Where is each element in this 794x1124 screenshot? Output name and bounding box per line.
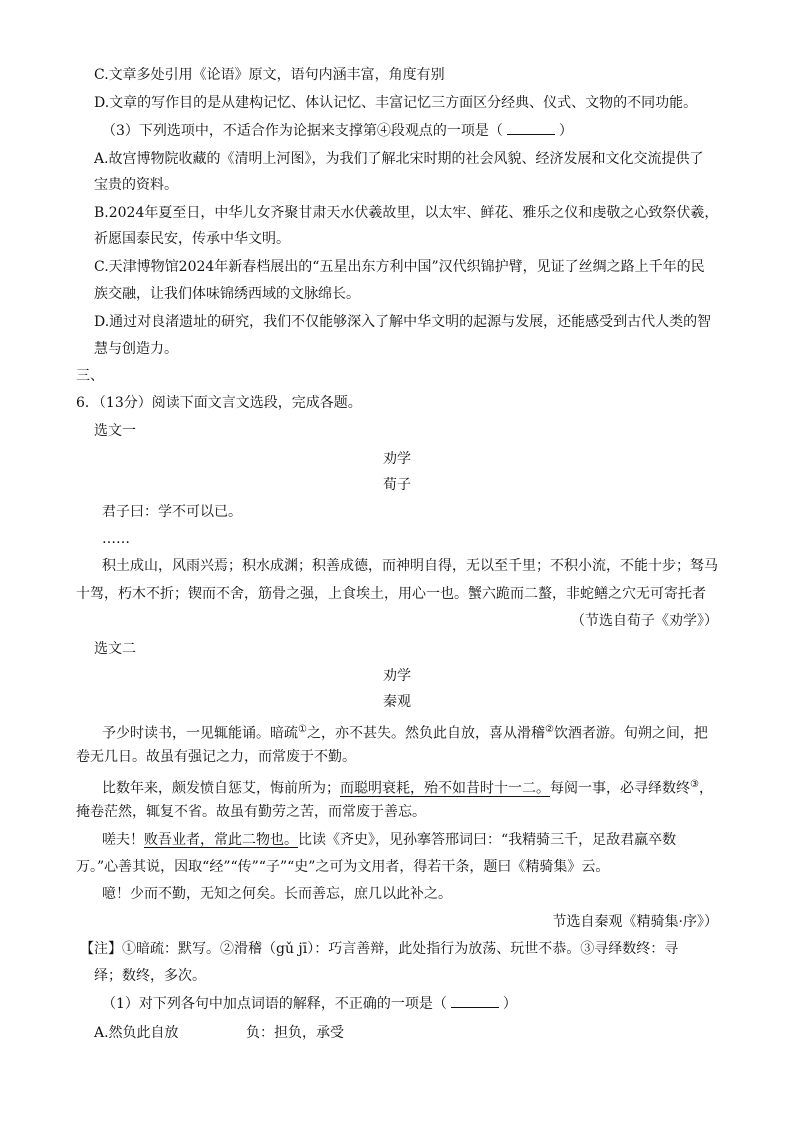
underlined-sentence: 而聪明衰耗，殆不如昔时十一二。 bbox=[340, 780, 550, 797]
question-3-suffix: ） bbox=[558, 123, 573, 139]
text-run: 比读《齐史》，见孙搴答邢词曰：“我精骑三千，足敌君羸卒数 bbox=[298, 832, 677, 848]
passage-2-label: 选文二 bbox=[94, 641, 136, 657]
passage-2-para-3-line2: 万。”心善其说，因取“经”“传”“子”“史”之可为文用者，得若干条，题曰《精骑集》云。 bbox=[76, 859, 610, 875]
notes-line2: 绎；数终，多次。 bbox=[94, 968, 206, 984]
text-run: 每阅一事，必寻绎数终 bbox=[550, 780, 690, 797]
text-run: 饮酒者游。旬朔之间，把 bbox=[553, 725, 708, 742]
q3-option-b-line1: B.2024年夏至日，中华儿女齐聚甘肃天水伏羲故里，以太牢、鲜花、雅乐之仪和虔敬之心致祭伏羲， bbox=[94, 205, 719, 221]
q3-option-d-line1: D.通过对良渚遗址的研究，我们不仅能够深入了解中华文明的起源与发展，还能感受到古代人类的智 bbox=[94, 314, 712, 330]
notes-line1: 【注】①暗疏：默写。②滑稽（gǔ jī）：巧言善辩，此处指行为放荡、玩世不恭。③寻绎数终：寻 bbox=[80, 941, 679, 957]
passage-2-source: 节选自秦观《精骑集·序》） bbox=[552, 914, 718, 930]
answer-blank bbox=[451, 995, 499, 1008]
passage-1-para-2-line1: 积土成山，风雨兴焉；积水成渊；积善成德，而神明自得，无以至千里；不积小流，不能十步；驽马 bbox=[102, 558, 718, 574]
answer-blank bbox=[507, 122, 555, 135]
section-3-label: 三、 bbox=[76, 368, 104, 384]
text-run: ， bbox=[698, 780, 713, 797]
passage-2-para-1-line1 bbox=[102, 721, 708, 743]
text-run: 比数年来，颇发愤自惩艾，悔前所为； bbox=[102, 780, 340, 797]
q3-option-c-line1: C.天津博物馆2024年新春档展出的“五星出东方利中国”汉代织锦护臂，见证了丝绸之路上千年的民 bbox=[94, 259, 705, 275]
text-run: 之，亦不甚失。然负此自放，喜从滑稽 bbox=[306, 725, 545, 742]
passage-1-label: 选文一 bbox=[94, 423, 136, 439]
passage-2-para-2-line2: 掩卷茫然，辄复不省。故虽有勤劳之苦，而常废于善忘。 bbox=[76, 804, 426, 820]
q1-option-a-text: A.然负此自放 bbox=[94, 1025, 179, 1041]
q3-option-a-line2: 宝贵的资料。 bbox=[94, 177, 178, 193]
question-1-suffix: ） bbox=[502, 996, 517, 1012]
option-c-line: C.文章多处引用《论语》原文，语句内涵丰富，角度有别 bbox=[94, 67, 445, 83]
passage-1-author: 荀子 bbox=[383, 477, 411, 493]
question-1 bbox=[102, 995, 517, 1013]
q1-option-a-gloss: 负：担负，承受 bbox=[246, 1025, 344, 1041]
q3-option-c-line2: 族交融，让我们体味锦绣西域的文脉绵长。 bbox=[94, 286, 360, 302]
passage-2-para-4: 噫！少而不勤，无知之何矣。长而善忘，庶几以此补之。 bbox=[102, 886, 452, 902]
q3-option-a-line1: A.故宫博物院收藏的《清明上河图》，为我们了解北宋时期的社会风貌、经济发展和文化交流提供了 bbox=[94, 151, 704, 167]
question-3 bbox=[102, 122, 573, 140]
passage-1-title: 劝学 bbox=[383, 451, 411, 467]
passage-1-source: （节选自荀子《劝学》） bbox=[571, 613, 718, 629]
underlined-sentence: 败吾业者，常此二物也。 bbox=[144, 832, 298, 848]
passage-1-para-1: 君子曰：学不可以已。 bbox=[102, 504, 242, 520]
passage-2-para-3-line1 bbox=[102, 831, 676, 849]
q3-option-d-line2: 慧与创造力。 bbox=[94, 341, 178, 357]
option-d-line: D.文章的写作目的是从建构记忆、体认记忆、丰富记忆三方面区分经典、仪式、文物的不同功能。 bbox=[94, 95, 698, 111]
passage-1-ellipsis: …… bbox=[102, 531, 130, 547]
passage-2-para-2-line1 bbox=[102, 776, 713, 798]
passage-2-title: 劝学 bbox=[383, 668, 411, 684]
question-3-prefix: （3）下列选项中，不适合作为论据来支撑第④段观点的一项是（ bbox=[102, 123, 503, 139]
q3-option-b-line2: 祈愿国泰民安，传承中华文明。 bbox=[94, 231, 290, 247]
passage-2-para-1-line2: 卷无几日。故虽有强记之力，而常废于不勤。 bbox=[76, 749, 356, 765]
passage-1-para-2-line2: 十驾，朽木不折；锲而不舍，筋骨之强，上食埃土，用心一也。蟹六跪而二螯，非蛇鳝之穴无可寄托者 bbox=[76, 586, 706, 602]
note-marker-3: ③ bbox=[690, 779, 699, 790]
note-marker-1: ① bbox=[298, 724, 307, 735]
question-6: 6．（13分）阅读下面文言文选段，完成各题。 bbox=[76, 395, 362, 411]
text-run: 嗟夫！ bbox=[102, 832, 144, 848]
text-run: 予少时读书，一见辄能诵。暗疏 bbox=[102, 725, 298, 742]
passage-2-author: 秦观 bbox=[383, 694, 411, 710]
question-1-prefix: （1）对下列各句中加点词语的解释，不正确的一项是（ bbox=[102, 996, 447, 1012]
note-marker-2: ② bbox=[544, 724, 554, 735]
